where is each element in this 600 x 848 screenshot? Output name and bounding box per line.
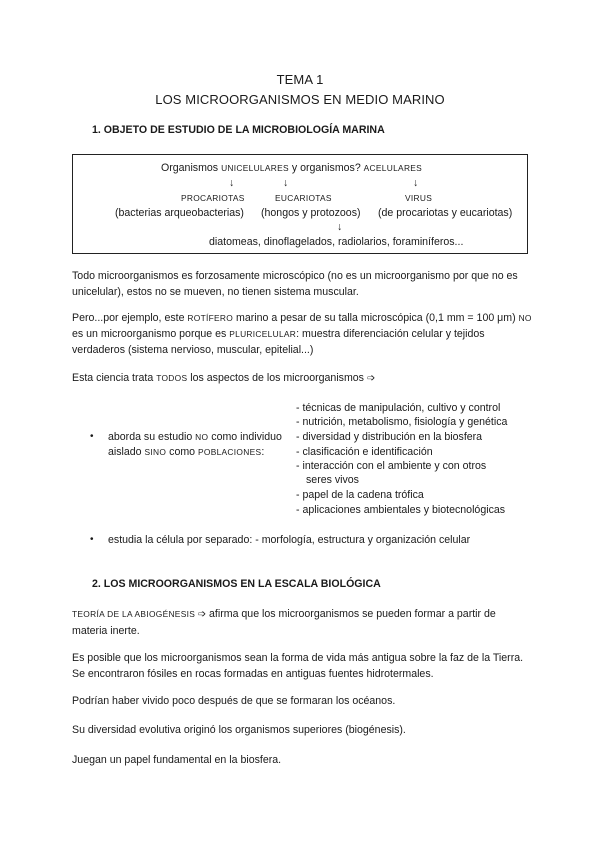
list-item: - clasificación e identificación — [296, 446, 433, 458]
list-item: - aplicaciones ambientales y biotecnológicas — [296, 504, 506, 516]
diagram-top-line: Organismos UNICELULARES y organismos? ACELULARES — [161, 162, 423, 174]
list-item: seres vivos — [306, 474, 359, 486]
arrow-right-icon: ➩ — [366, 373, 376, 384]
bullet-icon: • — [90, 431, 94, 442]
section-1-heading: 1. OBJETO DE ESTUDIO DE LA MICROBIOLOGÍA MARINA — [92, 124, 385, 136]
paragraph-biosphere: Juegan un papel fundamental en la biosfera. — [72, 754, 282, 766]
paragraph-biogenesis: Su diversidad evolutiva originó los organismos superiores (biogénesis). — [72, 724, 406, 736]
bullet-icon: • — [90, 534, 94, 545]
arrow-down-icon: ↓ — [283, 177, 289, 189]
bullet-1-line-2: aislado SINO como POBLACIONES: — [108, 446, 265, 458]
list-item: - diversidad y distribución en la biosfera — [296, 431, 483, 443]
classification-diagram — [72, 154, 528, 254]
paragraph-oceans: Podrían haber vivido poco después de que se formaran los océanos. — [72, 695, 396, 707]
paragraph-scope: Esta ciencia trata TODOS los aspectos de los microorganismos ➩ — [72, 372, 376, 384]
arrow-down-icon: ↓ — [413, 177, 419, 189]
bullet-1-line-1: aborda su estudio NO como individuo — [108, 431, 282, 443]
section-2-heading: 2. LOS MICROORGANISMOS EN LA ESCALA BIOLÓGICA — [92, 578, 381, 590]
list-item: - nutrición, metabolismo, fisiología y genética — [296, 416, 508, 428]
paragraph-rotifero: Pero...por ejemplo, este ROTÍFERO marino a pesar de su talla microscópica (0,1 mm = 100 μm) NO es un microorganismo porque es PLURICELULAR: muestra diferenciación celular y tejidos verdaderos (sistema nervioso, muscular, epitelial...) — [72, 312, 532, 356]
virus-label: VIRUS — [405, 193, 433, 203]
list-item: - interacción con el ambiente y con otros — [296, 460, 487, 472]
bullet-2-text: estudia la célula por separado: - morfología, estructura y organización celular — [108, 534, 471, 546]
eucariotas-label: EUCARIOTAS — [275, 193, 332, 203]
paragraph-microscopic: Todo microorganismos es forzosamente microscópico (no es un microorganismo por que no es unicelular), estos no se mueven, no tienen sistema muscular. — [72, 270, 518, 298]
diagram-bottom-line: diatomeas, dinoflagelados, radiolarios, foraminíferos... — [209, 236, 464, 248]
document-title: TEMA 1 — [276, 72, 324, 87]
list-item: - técnicas de manipulación, cultivo y control — [296, 402, 501, 414]
eucariotas-desc: (hongos y protozoos) — [261, 207, 361, 219]
paragraph-oldest-life: Es posible que los microorganismos sean la forma de vida más antigua sobre la faz de la Tierra. Se encontraron fósiles en rocas formadas en antiguas fuentes hidrotermales. — [72, 652, 524, 680]
list-item: - papel de la cadena trófica — [296, 489, 424, 501]
document-subtitle: LOS MICROORGANISMOS EN MEDIO MARINO — [155, 92, 445, 107]
paragraph-abiogenesis: TEORÍA DE LA ABIOGÉNESIS ➩ afirma que los microorganismos se pueden formar a partir de materia inerte. — [72, 608, 496, 637]
arrow-right-icon: ➩ — [195, 609, 210, 620]
arrow-down-icon: ↓ — [229, 177, 235, 189]
procariotas-desc: (bacterias arqueobacterias) — [115, 207, 244, 219]
procariotas-label: PROCARIOTAS — [181, 193, 245, 203]
arrow-down-icon: ↓ — [337, 221, 343, 233]
virus-desc: (de procariotas y eucariotas) — [378, 207, 513, 219]
